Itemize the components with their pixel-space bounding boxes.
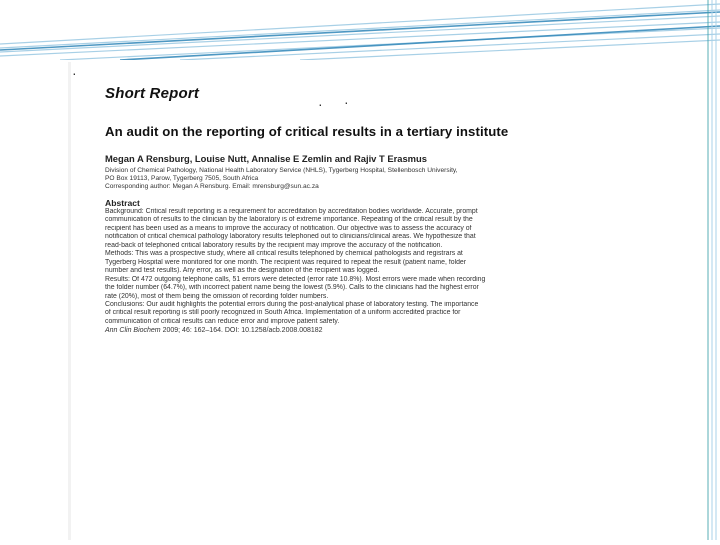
abstract-line: Tygerberg Hospital were monitored for one month. The recipient was required to repeat the result (patient name, folder [105, 258, 467, 266]
decorative-top-stripes [0, 0, 720, 60]
abstract-line: notification of critical chemical pathology laboratory results telephoned out to clinicians/clinical areas. We hypothesize that [105, 233, 476, 241]
author-list: Megan A Rensburg, Louise Nutt, Annalise E Zemlin and Rajiv T Erasmus [105, 153, 427, 164]
abstract-line: communication of results to the clinician by the laboratory is of extreme importance. Repeating of the critical result by the [105, 216, 473, 224]
abstract-line: communication of critical results can reduce error and improve patient safety. [105, 317, 340, 325]
scan-speck: · [344, 94, 349, 110]
scan-speck: · [318, 96, 323, 112]
article-page [68, 62, 706, 540]
article-title: An audit on the reporting of critical results in a tertiary institute [105, 124, 509, 139]
abstract-line: Background: Critical result reporting is a requirement for accreditation by accreditation bodies worldwide. Accurate, prompt [105, 208, 478, 215]
citation-line [105, 327, 323, 334]
report-type-heading: Short Report [105, 85, 200, 102]
abstract-line: the folder number (64.7%), with incorrect patient name being the lowest (5.9%). Calls to the clinicians had the highest error [105, 284, 479, 292]
abstract-line: number and test results). Any error, as well as the designation of the recipient was logged. [105, 267, 380, 275]
abstract-line: Results: Of 472 outgoing telephone calls, 51 errors were detected (error rate 10.8%). Most errors were made when recording [105, 275, 486, 283]
abstract-line: Conclusions: Our audit highlights the potential errors during the post-analytical phase of laboratory testing. The importance [105, 300, 479, 308]
affiliation-line: Corresponding author: Megan A Rensburg. Email: mrensburg@sun.ac.za [105, 183, 319, 191]
abstract-heading: Abstract [105, 198, 140, 208]
citation-details: 2009; 46: 162–164. DOI: 10.1258/acb.2008.008182 [160, 327, 323, 334]
abstract-line: of critical result reporting is still poorly recognized in South Africa. Implementation of a uniform accredited practice for [105, 309, 461, 317]
scan-speck: · [72, 65, 77, 81]
affiliation-block [105, 167, 665, 192]
abstract-line: recipient has been used as a means to improve the accuracy of notification. Our objective was to assess the accuracy of [105, 224, 472, 232]
abstract-line: Methods: This was a prospective study, where all critical results telephoned by chemical pathologists and registrars at [105, 250, 463, 258]
abstract-body [105, 208, 665, 326]
citation-journal: Ann Clin Biochem [105, 327, 161, 334]
affiliation-line: Division of Chemical Pathology, National Health Laboratory Service (NHLS), Tygerberg Hospital, Stellenbosch University, [105, 167, 458, 174]
affiliation-line: PO Box 19113, Parow, Tygerberg 7505, South Africa [105, 175, 259, 183]
page-edge [68, 62, 71, 540]
abstract-line: rate (20%), most of them being the omission of recording folder numbers. [105, 292, 329, 300]
abstract-line: read-back of telephoned critical laboratory results by the recipient may improve the accuracy of the notification. [105, 241, 443, 249]
